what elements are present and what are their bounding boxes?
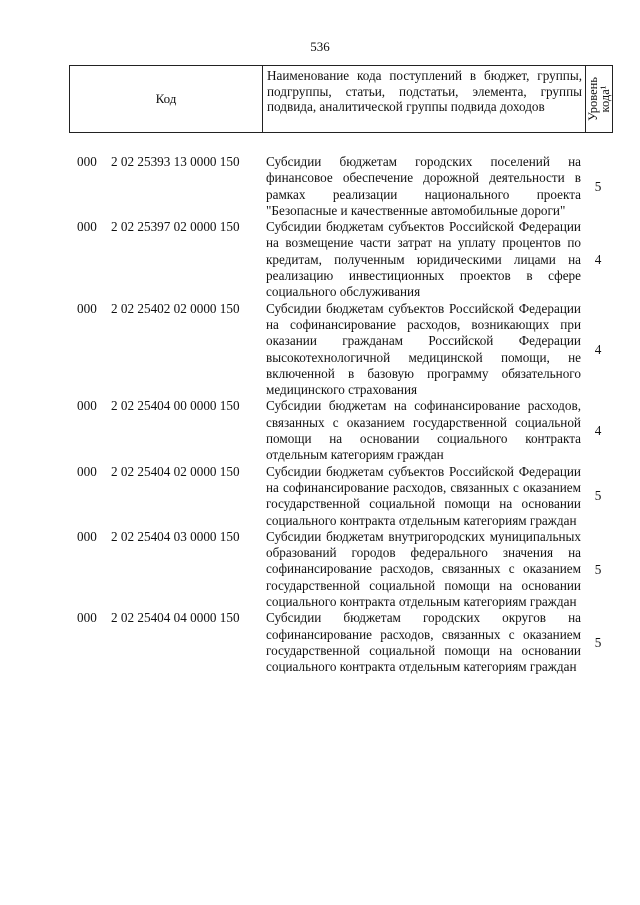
header-code: Код	[70, 66, 263, 132]
row-name: Субсидии бюджетам внутригородских муниципальных образований городов федерального значения на софинансирование расходов, связанных с оказанием государственной социальной помощи на основании социального контракта отдельным категориям граждан	[266, 528, 581, 610]
row-level: 5	[594, 178, 602, 194]
header-level	[586, 66, 612, 132]
row-prefix: 000	[77, 528, 97, 544]
row-name: Субсидии бюджетам субъектов Российской Федерации на софинансирование расходов, связанных с оказанием государственной социальной помощи на основании социального контракта отдельным категориям граждан	[266, 463, 581, 528]
page-number: 536	[310, 39, 330, 54]
row-code: 2 02 25404 04 0000 150	[111, 610, 240, 626]
table-row	[0, 464, 640, 529]
header-level-line1: Уровень	[586, 76, 600, 122]
table-row	[0, 301, 640, 399]
row-prefix: 000	[77, 463, 97, 479]
row-name: Субсидии бюджетам городских округов на софинансирование расходов, связанных с оказанием государственной социальной помощи на основании социального контракта отдельным категориям граждан	[266, 610, 581, 675]
row-level: 4	[594, 251, 602, 267]
row-code: 2 02 25404 00 0000 150	[111, 398, 240, 414]
table-body	[0, 154, 640, 676]
row-level: 5	[594, 561, 602, 577]
row-name: Субсидии бюджетам субъектов Российской Федерации на возмещение части затрат на уплату процентов по кредитам, полученным юридическими лицами на реализацию инвестиционных проектов в сфере социального обслуживания	[266, 219, 581, 300]
row-name: Субсидии бюджетам субъектов Российской Федерации на софинансирование расходов, возникающих при оказании гражданам Российской Федерации высокотехнологичной медицинской помощи, не включенной в базовую программу обязательного медицинского страхования	[266, 300, 581, 398]
table-row	[0, 398, 640, 463]
row-code: 2 02 25404 02 0000 150	[111, 463, 240, 479]
row-code: 2 02 25404 03 0000 150	[111, 528, 240, 544]
table-row	[0, 610, 640, 675]
row-name: Субсидии бюджетам на софинансирование расходов, связанных с оказанием государственной социальной помощи на основании социального контракта отдельным категориям граждан	[266, 398, 581, 463]
row-level: 5	[594, 488, 602, 504]
table-row	[0, 154, 640, 219]
header-level-label	[587, 77, 611, 121]
row-code: 2 02 25402 02 0000 150	[111, 300, 240, 316]
table-row	[0, 529, 640, 610]
header-level-line2: кода¹	[598, 85, 612, 113]
row-code: 2 02 25397 02 0000 150	[111, 219, 240, 235]
row-prefix: 000	[77, 154, 97, 169]
table-header	[69, 65, 613, 133]
row-level: 4	[594, 341, 602, 357]
row-prefix: 000	[77, 610, 97, 626]
row-prefix: 000	[77, 300, 97, 316]
row-name: Субсидии бюджетам городских поселений на финансовое обеспечение дорожной деятельности в рамках реализации национального проекта "Безопасные и качественные автомобильные дороги"	[266, 154, 581, 218]
row-prefix: 000	[77, 219, 97, 235]
row-level: 4	[594, 423, 602, 439]
row-code: 2 02 25393 13 0000 150	[111, 154, 240, 169]
header-name: Наименование кода поступлений в бюджет, группы, подгруппы, статьи, подстатьи, элемента, группы подвида, аналитической группы подвида доходов	[263, 66, 586, 132]
table-row	[0, 219, 640, 300]
row-level: 5	[594, 634, 602, 650]
row-prefix: 000	[77, 398, 97, 414]
